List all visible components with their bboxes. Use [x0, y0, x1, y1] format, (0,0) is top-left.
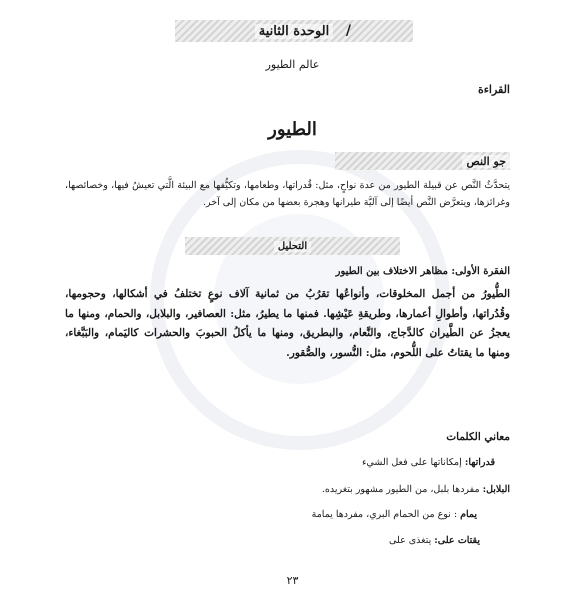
vocabulary-title: معاني الكلمات [446, 431, 510, 443]
vocabulary-item [389, 535, 480, 546]
text-atmosphere-banner [335, 152, 510, 170]
slash-mark: / [345, 23, 351, 39]
vocabulary-meaning: يتغذى على [389, 535, 435, 546]
analysis-banner [185, 237, 400, 255]
analysis-heading: التحليل [274, 241, 311, 252]
vocabulary-word: قدراتها: [464, 457, 495, 468]
paragraph-heading: الفقرة الأولى: مظاهر الاختلاف بين الطيور [335, 266, 510, 277]
page-number: ٢٣ [286, 574, 299, 587]
subject-title: عالم الطيور [265, 58, 320, 71]
unit-title: الوحدة الثانية [255, 24, 333, 39]
vocabulary-word: البلابل: [482, 484, 510, 495]
vocabulary-meaning: إمكاناتها على فعل الشيء [361, 457, 465, 468]
unit-title-banner [175, 20, 413, 42]
vocabulary-word: يقتات على: [434, 535, 480, 546]
reading-label: القراءة [477, 83, 510, 96]
vocabulary-meaning: : نوع من الحمام البري، مفردها يمامة [311, 509, 461, 520]
text-atmosphere-paragraph: يتحدَّثُ النَّص عن قبيلة الطيور من عدة نواحٍ، مثل: قُدراتها، وطعامها، وتكيُّفها مع البيئة الَّتي تعيشُ فيها، وخصائصها، وغرائزها، ويتعرَّض النَّص أيضًا إلى آليَّة طيرانها وهجرة بعضها من مكان إلى آخر. [65, 180, 510, 208]
vocabulary-word: يمام [460, 509, 477, 520]
vocabulary-meaning: مفردها بلبل، من الطيور مشهور بتغريده. [321, 484, 483, 495]
analysis-paragraph: الطُّيورُ من أجمل المخلوقات، وأنواعُها تقرُبُ من ثمانية آلاف نوعٍ تختلفُ في أشكالها، وحجومها، وقُدُراتها، وأطوالِ أعمارها، وطريقةِ عَيْشِها. فمنها ما يطيرُ، مثل: العصافير، والبلابل، والحمام، ومنها ما يعجزُ عن الطَّيران كالدَّجاج، والنَّعام، والبطريق، ومنها ما يأكلُ الحبوبَ والحشرات كاليَمام، والبَبَّغاء، ومنها ما يقتاتُ على اللُّحوم، مثل: النُّسور، والصُّقور. [65, 288, 510, 359]
lesson-title: الطيور [268, 119, 317, 140]
vocabulary-item [312, 509, 477, 520]
vocabulary-item [362, 457, 495, 468]
vocabulary-item [322, 484, 510, 495]
text-atmosphere-heading: جو النص [462, 155, 510, 168]
